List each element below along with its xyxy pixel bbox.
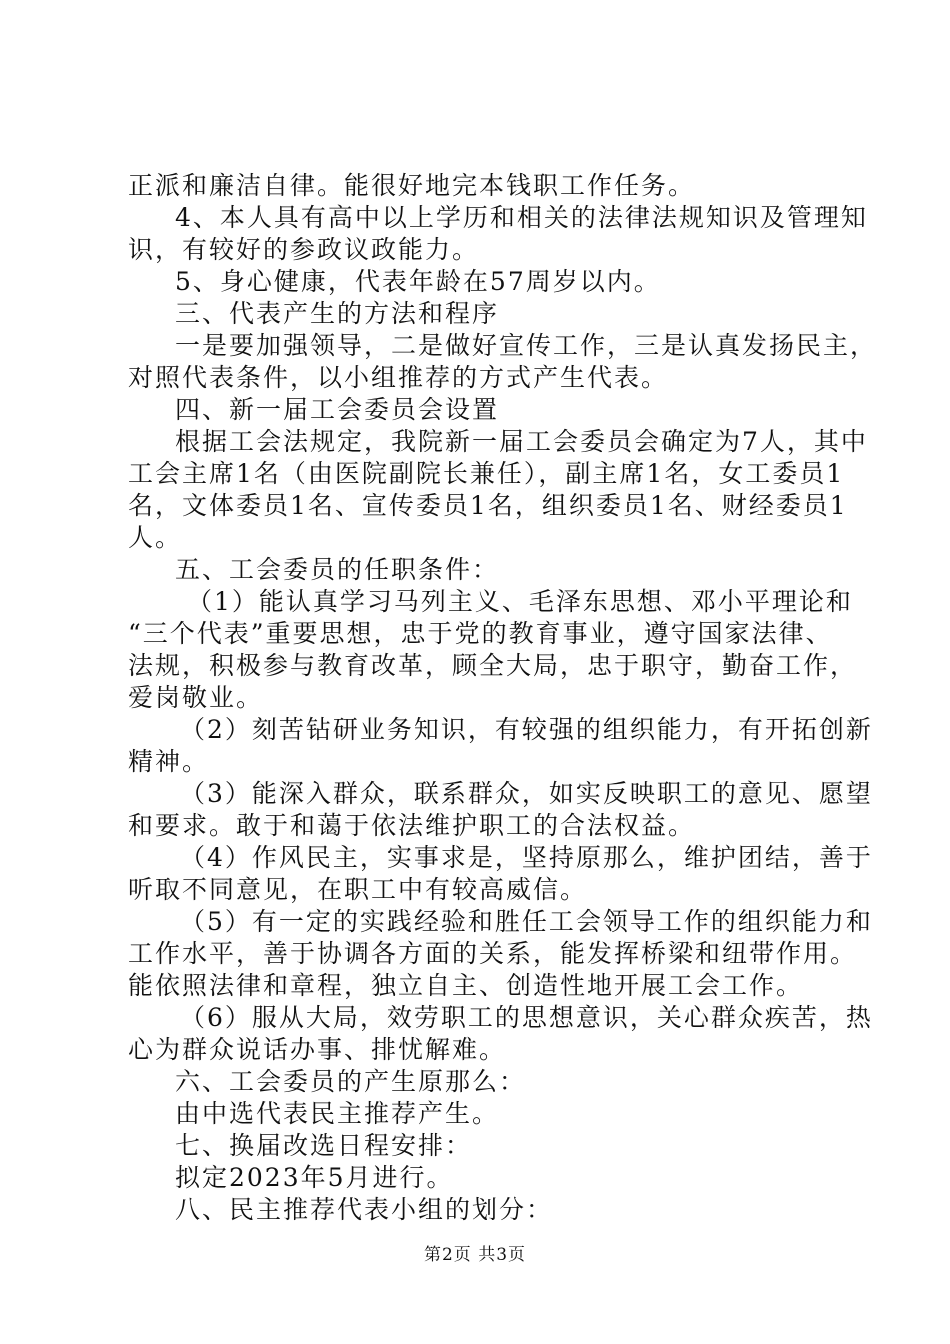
text-line: 对照代表条件，以小组推荐的方式产生代表。 bbox=[128, 363, 669, 392]
text-line: 工会主席1名（由医院副院长兼任），副主席1名，女工委员1 bbox=[128, 459, 845, 488]
section-heading: 五、工会委员的任职条件： bbox=[175, 555, 500, 584]
text-line: 正派和廉洁自律。能很好地完本钱职工作任务。 bbox=[128, 171, 696, 200]
text-line: 人。 bbox=[128, 523, 183, 552]
text-line: 听取不同意见，在职工中有较高威信。 bbox=[128, 875, 588, 904]
text-line: 能依照法律和章程，独立自主、创造性地开展工会工作。 bbox=[128, 971, 804, 1000]
text-line: 5、身心健康，代表年龄在57周岁以内。 bbox=[175, 267, 661, 296]
text-line: 精神。 bbox=[128, 747, 210, 776]
text-line: 一是要加强领导，二是做好宣传工作，三是认真发扬民主， bbox=[175, 331, 878, 360]
section-heading: 四、新一届工会委员会设置 bbox=[175, 395, 500, 424]
text-line: （5）有一定的实践经验和胜任工会领导工作的组织能力和 bbox=[180, 907, 873, 936]
text-line: 根据工会法规定，我院新一届工会委员会确定为7人，其中 bbox=[175, 427, 868, 456]
document-body bbox=[128, 170, 878, 1226]
text-line: （1）能认真学习马列主义、毛泽东思想、邓小平理论和 bbox=[187, 587, 853, 616]
page-number-footer: 第2页 共3页 bbox=[423, 1245, 527, 1265]
text-line: 4、本人具有高中以上学历和相关的法律法规知识及管理知 bbox=[175, 203, 868, 232]
text-line: 拟定2023年5月进行。 bbox=[175, 1163, 454, 1192]
section-heading: 三、代表产生的方法和程序 bbox=[175, 299, 500, 328]
text-line: 工作水平，善于协调各方面的关系，能发挥桥梁和纽带作用。 bbox=[128, 939, 858, 968]
text-line: 心为群众说话办事、排忧解难。 bbox=[128, 1035, 507, 1064]
text-line: （3）能深入群众，联系群众，如实反映职工的意见、愿望 bbox=[180, 779, 873, 808]
text-line: 法规，积极参与教育改革，顾全大局，忠于职守，勤奋工作， bbox=[128, 651, 858, 680]
section-heading: 八、民主推荐代表小组的划分： bbox=[175, 1195, 554, 1224]
text-line: 名，文体委员1名、宣传委员1名，组织委员1名、财经委员1 bbox=[128, 491, 848, 520]
text-line: （2）刻苦钻研业务知识，有较强的组织能力，有开拓创新 bbox=[180, 715, 873, 744]
text-line: 由中选代表民主推荐产生。 bbox=[175, 1099, 500, 1128]
text-line: 和要求。敢于和蔼于依法维护职工的合法权益。 bbox=[128, 811, 696, 840]
text-line: “三个代表”重要思想，忠于党的教育事业，遵守国家法律、 bbox=[128, 619, 833, 648]
section-heading: 七、换届改选日程安排： bbox=[175, 1131, 473, 1160]
text-line: 爱岗敬业。 bbox=[128, 683, 264, 712]
section-heading: 六、工会委员的产生原那么： bbox=[175, 1067, 527, 1096]
text-line: （6）服从大局，效劳职工的思想意识，关心群众疾苦，热 bbox=[180, 1003, 873, 1032]
text-line: （4）作风民主，实事求是，坚持原那么，维护团结，善于 bbox=[180, 843, 873, 872]
text-line: 识，有较好的参政议政能力。 bbox=[128, 235, 480, 264]
